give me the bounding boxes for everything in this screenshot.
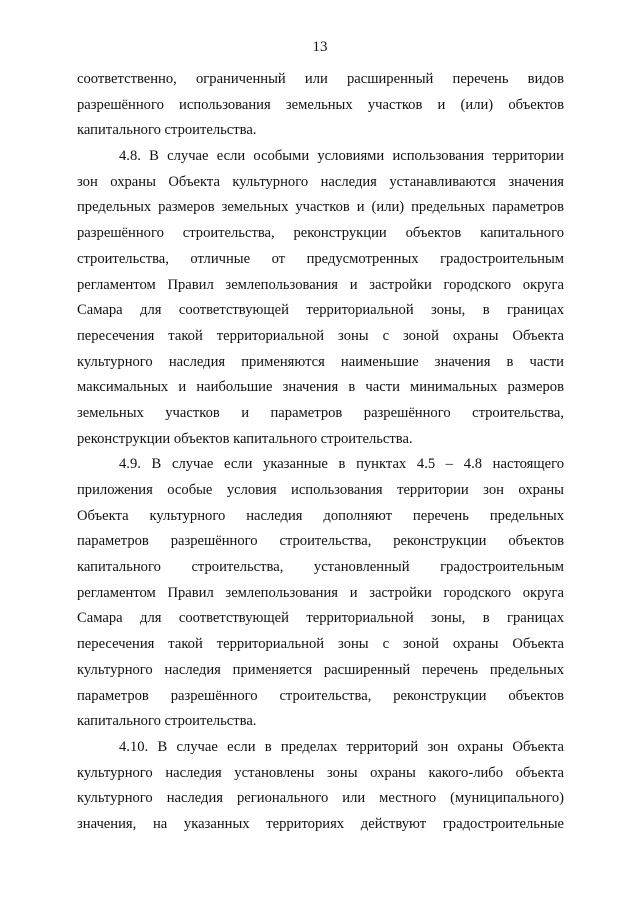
text-line: строительства, отличные от предусмотренных градостроительным — [77, 250, 564, 267]
document-body — [77, 67, 564, 838]
text-line: регламентом Правил землепользования и застройки городского округа — [77, 276, 564, 293]
text-line: разрешённого строительства, реконструкции объектов капитального — [77, 225, 564, 242]
text-line: Объекта культурного наследия дополняют перечень предельных — [77, 507, 564, 524]
text-line: зон охраны Объекта культурного наследия устанавливаются значения — [77, 173, 564, 190]
text-line: пересечения такой территориальной зоны с зоной охраны Объекта — [77, 327, 564, 344]
text-line: значения, на указанных территориях действуют градостроительные — [77, 815, 564, 832]
text-line: капитального строительства, установленный градостроительным — [77, 559, 564, 576]
text-line: параметров разрешённого строительства, реконструкции объектов — [77, 533, 564, 550]
text-line: приложения особые условия использования территории зон охраны — [77, 482, 564, 498]
text-line: параметров разрешённого строительства, реконструкции объектов — [77, 687, 564, 704]
text-line: регламентом Правил землепользования и застройки городского округа — [77, 584, 564, 601]
text-line: культурного наследия применяются наименьшие значения в части — [77, 353, 564, 370]
text-line: Самара для соответствующей территориальной зоны, в границах — [77, 302, 564, 319]
paragraph-continuation — [77, 67, 564, 144]
text-line: Самара для соответствующей территориальной зоны, в границах — [77, 610, 564, 627]
text-line: культурного наследия установлены зоны охраны какого-либо объекта — [77, 764, 564, 781]
paragraph-4-10 — [77, 735, 564, 838]
paragraph-4-9 — [77, 452, 564, 735]
text-line: соответственно, ограниченный или расширенный перечень видов — [77, 71, 564, 87]
text-line: предельных размеров земельных участков и (или) предельных параметров — [77, 199, 564, 216]
text-line: капитального строительства. — [77, 122, 257, 139]
paragraph-4-8 — [77, 144, 564, 452]
text-line: пересечения такой территориальной зоны с зоной охраны Объекта — [77, 636, 564, 653]
text-line: максимальных и наибольшие значения в части минимальных размеров — [77, 379, 564, 396]
text-line: культурного наследия регионального или местного (муниципального) — [77, 790, 564, 807]
text-line: культурного наследия применяется расширенный перечень предельных — [77, 661, 564, 678]
text-line: 4.9. В случае если указанные в пунктах 4.5 – 4.8 настоящего — [119, 456, 564, 473]
text-line: реконструкции объектов капитального строительства. — [77, 430, 413, 447]
text-line: 4.8. В случае если особыми условиями использования территории — [119, 148, 564, 165]
page-number: 13 — [312, 39, 328, 55]
text-line: 4.10. В случае если в пределах территорий зон охраны Объекта — [119, 738, 564, 755]
text-line: земельных участков и параметров разрешённого строительства, — [77, 404, 564, 421]
text-line: разрешённого использования земельных участков и (или) объектов — [77, 96, 564, 113]
text-line: капитального строительства. — [77, 713, 257, 730]
